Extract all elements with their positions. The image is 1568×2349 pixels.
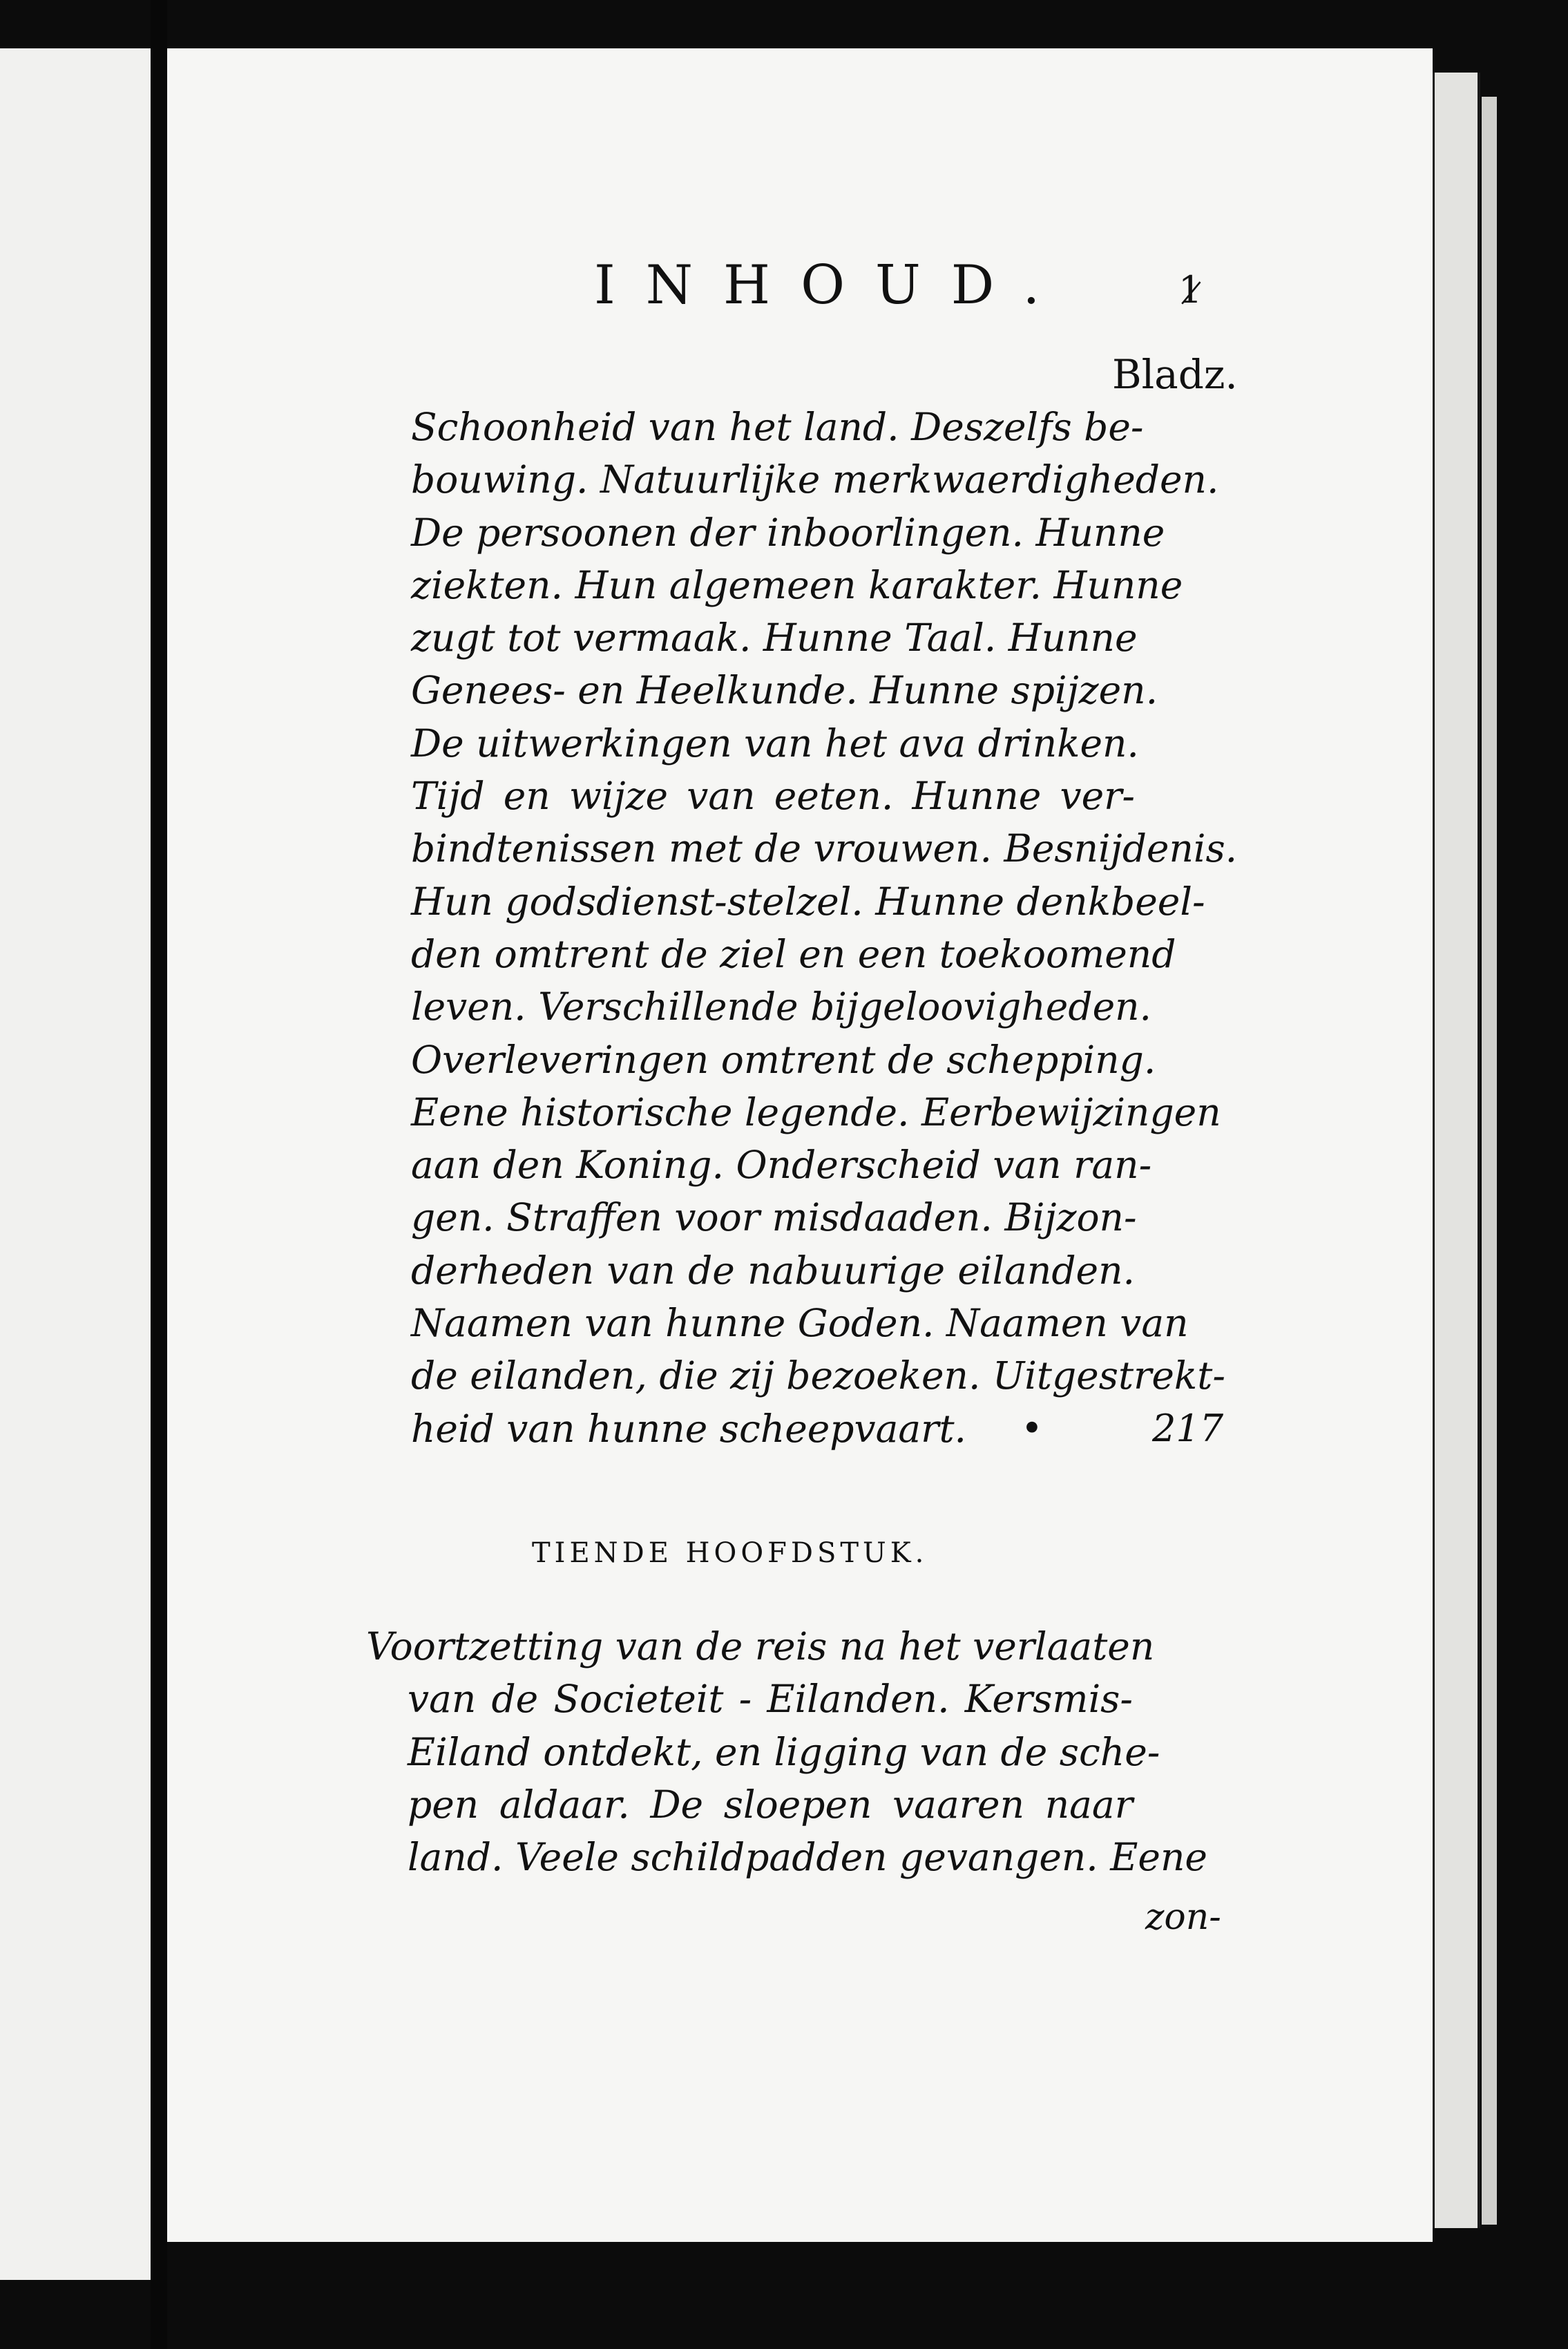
toc-entry-chapter-ten <box>366 1620 1207 1883</box>
toc-line: bindtenissen met de vrouwen. Besnijdenis. <box>411 826 1238 871</box>
toc-line: Schoonheid van het land. Deszelfs be- <box>411 405 1144 449</box>
toc-line: van de Societeit - Eilanden. Kersmis- <box>408 1677 1133 1722</box>
toc-line: Eiland ontdekt, en ligging van de sche- <box>408 1729 1160 1774</box>
toc-line: leven. Verschillende bijgeloovigheden. <box>411 985 1152 1029</box>
page-stack-edge <box>1433 73 1480 2228</box>
toc-page-reference: 217 <box>1152 1407 1224 1450</box>
toc-line: heid van hunne scheepvaart. <box>411 1406 967 1451</box>
page-stack-edge-outer <box>1482 97 1497 2225</box>
toc-line: Genees- en Heelkunde. Hunne spijzen. <box>411 668 1158 713</box>
toc-line: den omtrent de ziel en een toekoomend <box>411 931 1176 976</box>
page-column-label: Bladz. <box>1112 351 1238 398</box>
toc-line: Naamen van hunne Goden. Naamen van <box>411 1301 1189 1346</box>
toc-line: aan den Koning. Onderscheid van ran- <box>411 1143 1152 1188</box>
toc-line: land. Veele schildpadden gevangen. Eene <box>408 1835 1207 1880</box>
toc-line: Hun godsdienst-stelzel. Hunne denkbeel- <box>411 879 1205 924</box>
toc-line: pen aldaar. De sloepen vaaren naar <box>408 1782 1133 1827</box>
toc-line: De uitwerkingen van het ava drinken. <box>411 721 1139 765</box>
page-number: 1̷ <box>1178 268 1203 312</box>
toc-line: zugt tot vermaak. Hunne Taal. Hunne <box>411 616 1138 660</box>
toc-line: de eilanden, die zij bezoeken. Uitgestrekt- <box>411 1353 1225 1398</box>
catchword: zon- <box>1145 1896 1221 1938</box>
toc-line: Tijd en wijze van eeten. Hunne ver- <box>411 774 1135 819</box>
toc-line: ziekten. Hun algemeen karakter. Hunne <box>411 562 1183 607</box>
book-gutter <box>151 0 167 2349</box>
toc-line: Eene historische legende. Eerbewijzingen <box>411 1090 1221 1134</box>
chapter-heading: TIENDE HOOFDSTUK. <box>532 1537 928 1569</box>
running-header-title: INHOUD. <box>594 254 1071 316</box>
toc-line: gen. Straffen voor misdaaden. Bijzon- <box>411 1195 1137 1240</box>
left-page-leaf <box>0 48 151 2280</box>
dot-leader: • <box>1021 1407 1043 1450</box>
toc-line: De persoonen der inboorlingen. Hunne <box>411 510 1165 555</box>
toc-line: bouwing. Natuurlijke merkwaerdigheden. <box>411 457 1219 502</box>
toc-line: derheden van de nabuurige eilanden. <box>411 1248 1135 1293</box>
toc-line: Overleveringen omtrent de schepping. <box>411 1037 1156 1082</box>
toc-line: Voortzetting van de reis na het verlaaten <box>366 1624 1155 1668</box>
